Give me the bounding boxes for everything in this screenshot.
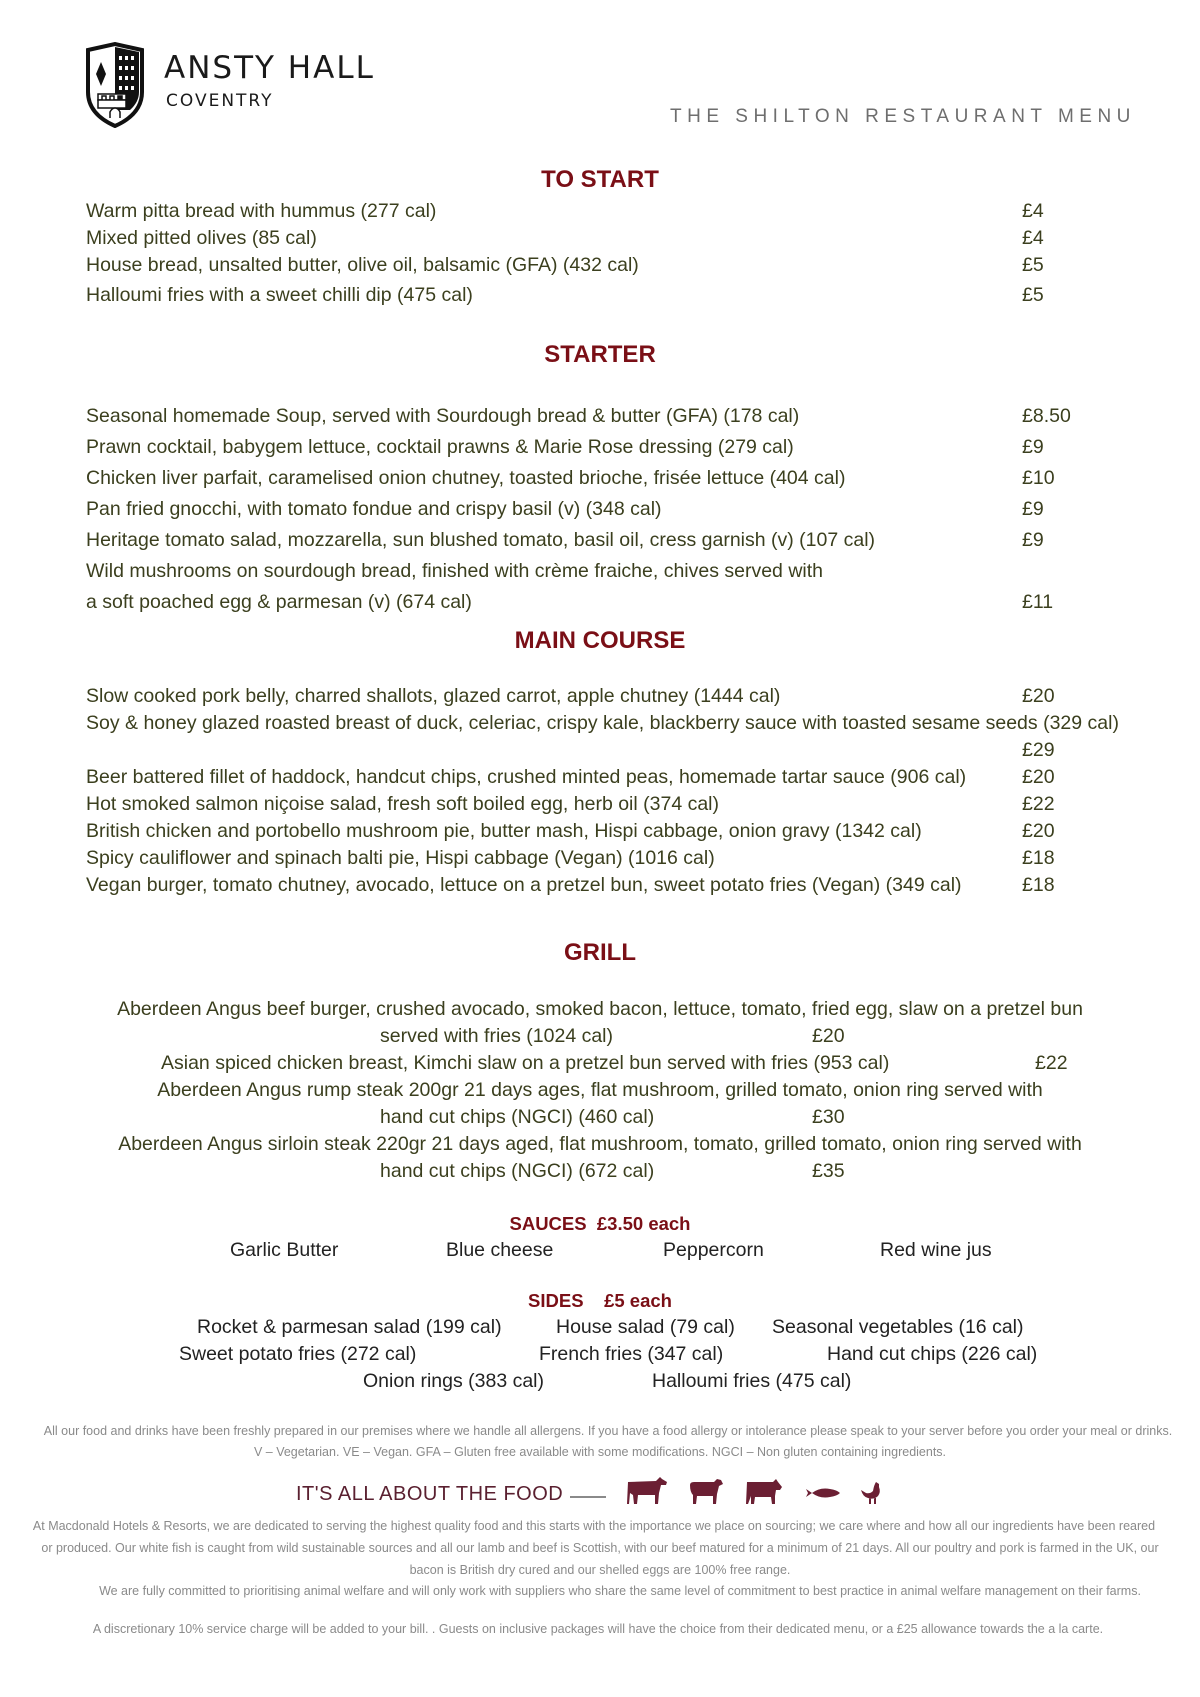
grill-item: Aberdeen Angus beef burger, crushed avocado, smoked bacon, lettuce, tomato, fried egg, slaw on a pretzel bun: [117, 998, 1083, 1020]
sauces-heading: SAUCES £3.50 each: [509, 1213, 691, 1234]
menu-item-price: £4: [1022, 227, 1044, 249]
sourcing-text-line1: At Macdonald Hotels & Resorts, we are dedicated to serving the highest quality food and this starts with the importance we place on sourcing; we care where and how all our ingredients have been reared: [32, 1519, 1156, 1533]
service-charge-note: A discretionary 10% service charge will be added to your bill. . Guests on inclusive packages will have the choice from their dedicated menu, or a £25 allowance towards the a la carte.: [92, 1622, 1104, 1636]
chicken-icon: [860, 1480, 884, 1511]
menu-item: Slow cooked pork belly, charred shallots, glazed carrot, apple chutney (1444 cal): [86, 685, 781, 707]
menu-item: Prawn cocktail, babygem lettuce, cocktail prawns & Marie Rose dressing (279 cal): [86, 436, 794, 458]
menu-item: Halloumi fries with a sweet chilli dip (475 cal): [86, 284, 473, 306]
menu-item-price: £5: [1022, 254, 1044, 276]
menu-item-price: £9: [1022, 529, 1044, 551]
grill-item: Aberdeen Angus sirloin steak 220gr 21 days aged, flat mushroom, tomato, grilled tomato, onion ring served with: [118, 1133, 1082, 1155]
sauce-item: Garlic Butter: [230, 1239, 339, 1261]
allergen-note: All our food and drinks have been freshly prepared in our premises where we handle all allergens. If you have a food allergy or intolerance please speak to your server before you order your meal or drinks.: [43, 1424, 1173, 1438]
sides-heading: SIDES £5 each: [528, 1290, 672, 1311]
fish-icon: [806, 1486, 840, 1505]
menu-item: Vegan burger, tomato chutney, avocado, lettuce on a pretzel bun, sweet potato fries (Vegan) (349 cal): [86, 874, 962, 896]
brand-name: ANSTY HALL: [164, 50, 375, 86]
sauce-item: Blue cheese: [446, 1239, 554, 1261]
side-item: Hand cut chips (226 cal): [827, 1343, 1038, 1365]
menu-item-price: £8.50: [1022, 405, 1071, 427]
crest-shield-icon: [84, 42, 146, 128]
menu-item-price: £29: [1022, 739, 1055, 761]
side-item: French fries (347 cal): [539, 1343, 724, 1365]
menu-item: Wild mushrooms on sourdough bread, finished with crème fraiche, chives served with: [86, 560, 824, 582]
grill-item-price: £20: [812, 1025, 845, 1047]
side-item: Rocket & parmesan salad (199 cal): [197, 1316, 502, 1338]
menu-item-price: £4: [1022, 200, 1044, 222]
food-banner-title: IT'S ALL ABOUT THE FOOD: [296, 1483, 564, 1505]
sourcing-text-line2: or produced. Our white fish is caught from wild sustainable sources and all our lamb and beef is Scottish, with our beef matured for a minimum of 21 days. All our poultry and pork is farmed in the UK, our: [41, 1541, 1159, 1555]
menu-title: THE SHILTON RESTAURANT MENU: [670, 106, 1136, 127]
animal-welfare-note: We are fully committed to prioritising animal welfare and will only work with suppliers who share the same level of commitment to best practice in animal welfare management on their farms.: [99, 1584, 1141, 1598]
brand-location: COVENTRY: [166, 91, 274, 111]
menu-item-price: £9: [1022, 436, 1044, 458]
menu-item-price: £18: [1022, 847, 1055, 869]
sheep-icon: [688, 1476, 724, 1511]
menu-item-price: £20: [1022, 766, 1055, 788]
section-heading-grill: GRILL: [564, 939, 636, 966]
grill-item-continued: served with fries (1024 cal): [380, 1025, 614, 1047]
side-item: House salad (79 cal): [556, 1316, 735, 1338]
menu-item-price: £20: [1022, 820, 1055, 842]
menu-item: Beer battered fillet of haddock, handcut chips, crushed minted peas, homemade tartar sauce (906 cal): [86, 766, 967, 788]
side-item: Onion rings (383 cal): [363, 1370, 545, 1392]
grill-item-price: £30: [812, 1106, 845, 1128]
menu-item: Mixed pitted olives (85 cal): [86, 227, 317, 249]
dietary-key-note: V – Vegetarian. VE – Vegan. GFA – Gluten free available with some modifications. NGCI – Non gluten containing ingredients.: [253, 1445, 947, 1459]
menu-item-price: £9: [1022, 498, 1044, 520]
menu-item-price: £22: [1022, 793, 1055, 815]
section-heading-to-start: TO START: [541, 166, 659, 193]
sourcing-text-line3: bacon is British dry cured and our shelled eggs are 100% free range.: [409, 1563, 791, 1577]
menu-item-price: £10: [1022, 467, 1055, 489]
side-item: Halloumi fries (475 cal): [652, 1370, 852, 1392]
menu-item: British chicken and portobello mushroom pie, butter mash, Hispi cabbage, onion gravy (1342 cal): [86, 820, 922, 842]
section-heading-starter: STARTER: [544, 341, 656, 368]
menu-item: Chicken liver parfait, caramelised onion chutney, toasted brioche, frisée lettuce (404 cal): [86, 467, 846, 489]
menu-item: Soy & honey glazed roasted breast of duck, celeriac, crispy kale, blackberry sauce with toasted sesame seeds (329 cal): [86, 712, 1119, 734]
grill-item-price: £35: [812, 1160, 845, 1182]
menu-item: Spicy cauliflower and spinach balti pie, Hispi cabbage (Vegan) (1016 cal): [86, 847, 715, 869]
menu-item-price: £11: [1022, 591, 1054, 613]
side-item: Seasonal vegetables (16 cal): [772, 1316, 1024, 1338]
menu-item: Pan fried gnocchi, with tomato fondue and crispy basil (v) (348 cal): [86, 498, 662, 520]
menu-item: Hot smoked salmon niçoise salad, fresh soft boiled egg, herb oil (374 cal): [86, 793, 719, 815]
menu-item-price: £5: [1022, 284, 1044, 306]
grill-item: Asian spiced chicken breast, Kimchi slaw on a pretzel bun served with fries (953 cal): [161, 1052, 890, 1074]
menu-item: Warm pitta bread with hummus (277 cal): [86, 200, 437, 222]
banner-divider: [570, 1496, 606, 1498]
menu-item-price: £18: [1022, 874, 1055, 896]
pig-icon: [745, 1476, 783, 1511]
menu-item-continued: a soft poached egg & parmesan (v) (674 cal): [86, 591, 472, 613]
grill-item-price: £22: [1035, 1052, 1068, 1074]
cow-icon: [626, 1476, 668, 1511]
grill-item-continued: hand cut chips (NGCI) (672 cal): [380, 1160, 655, 1182]
side-item: Sweet potato fries (272 cal): [179, 1343, 417, 1365]
grill-item-continued: hand cut chips (NGCI) (460 cal): [380, 1106, 655, 1128]
sauce-item: Peppercorn: [663, 1239, 764, 1261]
sauce-item: Red wine jus: [880, 1239, 992, 1261]
menu-item: Heritage tomato salad, mozzarella, sun blushed tomato, basil oil, cress garnish (v) (107 cal): [86, 529, 876, 551]
menu-item: Seasonal homemade Soup, served with Sourdough bread & butter (GFA) (178 cal): [86, 405, 800, 427]
section-heading-main-course: MAIN COURSE: [514, 627, 686, 654]
grill-item: Aberdeen Angus rump steak 200gr 21 days ages, flat mushroom, grilled tomato, onion ring served with: [157, 1079, 1043, 1101]
menu-item: House bread, unsalted butter, olive oil, balsamic (GFA) (432 cal): [86, 254, 639, 276]
menu-item-price: £20: [1022, 685, 1055, 707]
